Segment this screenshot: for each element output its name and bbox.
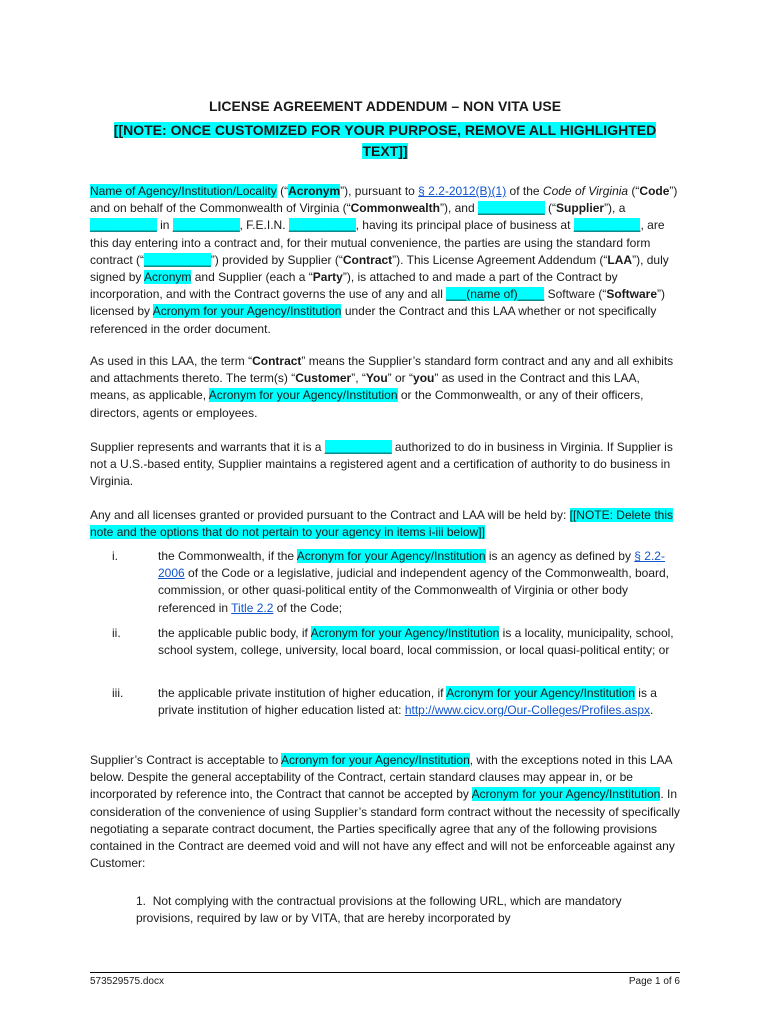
footer-divider [90,972,680,973]
item-number: i. [112,549,118,563]
item-text: Not complying with the contractual provisions at the following URL, which are mandatory provisions, required by law or by VITA, that are hereby incorporated by [136,894,622,926]
acronym-highlight: Acronym for your Agency/Institution [310,626,500,640]
acceptance-paragraph: Supplier’s Contract is acceptable to Acronym for your Agency/Institution, with the exceptions noted in this LAA below. Despite the general acceptability of the Contract, certain standard clauses may appear in, or be incorporated by reference into, the Contract that cannot be accepted by Acronym for your Agency/Institution. In consideration of the convenience of using Supplier’s standard form contract without the necessity of specifically negotiating a separate contract document, the Parties specifically agree that any of the following provisions contained in the Contract are deemed void and will not have any effect and will not be enforceable against any Customer: [90,753,680,871]
acronym-highlight: Acronym for your Agency/Institution [152,304,342,319]
blank-field: __________ [324,440,392,454]
blank-field: __________ [144,252,211,267]
acronym-highlight: Acronym for your Agency/Institution [208,388,398,403]
acronym-highlight: Acronym for your Agency/Institution [281,753,470,767]
acronym-highlight: Acronym for your Agency/Institution [471,787,661,802]
acronym-highlight: Acronym for your Agency/Institution [446,686,635,700]
delete-note-highlight: [[NOTE: Delete this note and the options that do not pertain to your agency in items i-iii below]] [90,508,673,540]
document-title: LICENSE AGREEMENT ADDENDUM – NON VITA USE [208,98,562,114]
numbered-list-item [136,893,681,927]
note-highlight: [[NOTE: ONCE CUSTOMIZED FOR YOUR PURPOSE, REMOVE ALL HIGHLIGHTED TEXT]] [113,122,657,159]
agency-name-highlight: Name of Agency/Institution/Locality [90,184,277,198]
acronym-highlight: Acronym [144,270,192,285]
acronym-highlight: Acronym for your Agency/Institution [296,549,486,563]
software-name-highlight: ___(name of)____ [446,287,545,302]
item-number: iii. [112,686,124,700]
item-text: the applicable public body, if Acronym for your Agency/Institution is a locality, municipality, school, school system, college, university, local board, local commission, or local quasi-political entity; or [158,626,674,658]
colleges-link[interactable]: http://www.cicv.org/Our-Colleges/Profiles.aspx [404,703,651,718]
item-text: the applicable private institution of higher education, if Acronym for your Agency/Institution is a private institution of higher education listed at: http://www.cicv.org/Our-Colleges/Profiles.aspx. [158,686,657,718]
footer-page-number: Page 1 of 6 [628,976,680,987]
licenses-paragraph: Any and all licenses granted or provided pursuant to the Contract and LAA will be held by: [[NOTE: Delete this note and the options that do not pertain to your agency in items i-iii below]] [90,508,673,540]
blank-field: __________ [172,218,240,233]
blank-field: __________ [477,201,545,216]
warranty-paragraph: Supplier represents and warrants that it is a __________ authorized to do in business in Virginia. If Supplier is not a U.S.-based entity, Supplier maintains a registered agent and a certification of authority to do business in Virginia. [90,440,673,489]
item-number: 1. [136,894,147,908]
blank-field: __________ [288,218,356,233]
customization-note [90,120,680,162]
acronym-highlight: Acronym [288,184,341,198]
blank-field: __________ [573,218,641,233]
title-link[interactable]: Title 2.2 [231,600,274,615]
definitions-paragraph: As used in this LAA, the term “Contract” means the Supplier’s standard form contract and any and all exhibits and attachments thereto. The term(s) “Customer”, “You” or “you” as used in the Contract and this LAA, means, as applicable, Acronym for your Agency/Institution or the Commonwealth, or any of their officers, directors, agents or employees. [90,354,674,420]
intro-paragraph: Name of Agency/Institution/Locality (“Acronym”), pursuant to § 2.2-2012(B)(1) of the Code of Virginia (“Code”) and on behalf of the Commonwealth of Virginia (“Commonwealth”), and __________ (“Supplier”), a __________ in __________, F.E.I.N. __________, having its principal place of business at __________, are this day entering into a contract and, for their mutual convenience, the parties are using the standard form contract (“__________”) provided by Supplier (“Contract”). This License Agreement Addendum (“LAA”), duly signed by Acronym and Supplier (each a “Party”), is attached to and made a part of the Contract by incorporation, and with the Contract governs the use of any and all ___(name of)____ Software (“Software”) licensed by Acronym for your Agency/Institution under the Contract and this LAA whether or not specifically referenced in the order document. [90,184,678,336]
code-section-link[interactable]: § 2.2-2006 [158,549,665,581]
blank-field: __________ [90,218,157,233]
item-number: ii. [112,626,121,640]
item-text: the Commonwealth, if the Acronym for your Agency/Institution is an agency as defined by § 2.2-2006 of the Code or a legislative, judicial and independent agency of the Commonwealth, board, commission, or other quasi-political entity of the Commonwealth of Virginia or other body referenced in Title 2.2 of the Code; [158,549,670,615]
footer-filename: 573529575.docx [90,976,164,987]
code-section-link[interactable]: § 2.2-2012(B)(1) [418,184,507,198]
